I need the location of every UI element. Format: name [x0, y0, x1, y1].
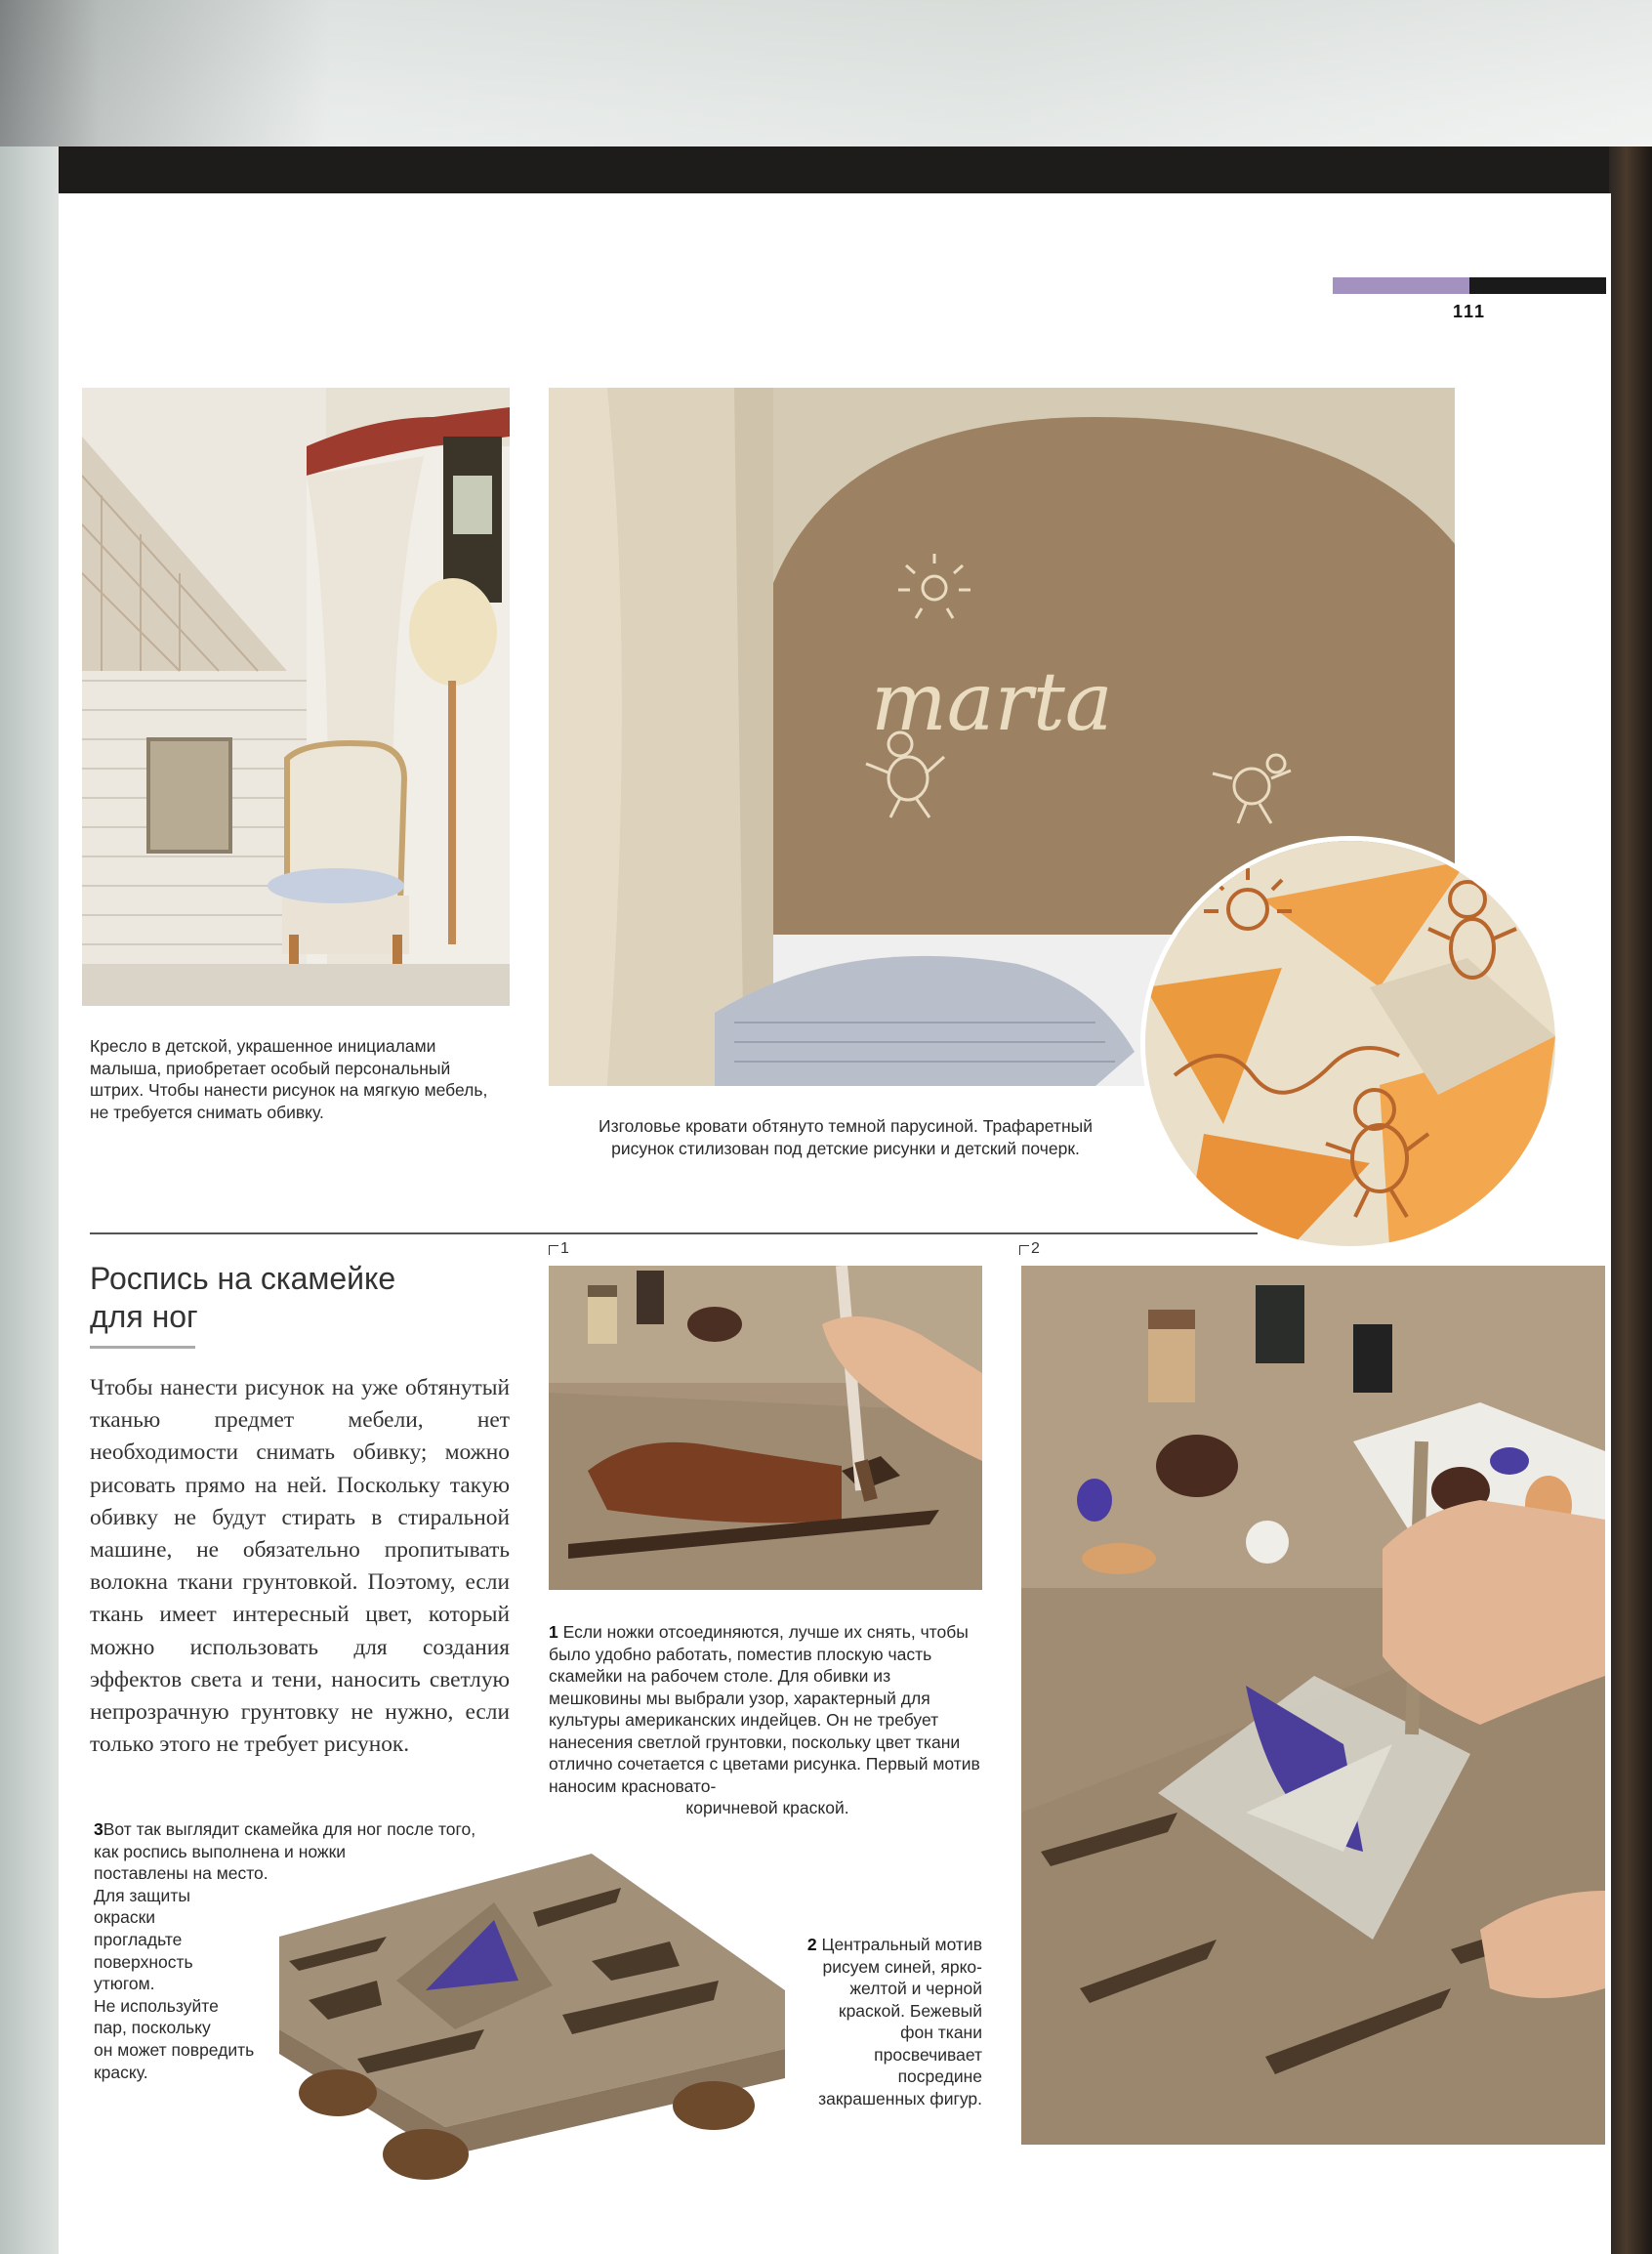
step3-line: поверхность	[94, 1951, 193, 1972]
step3-line: Не используйте	[94, 1995, 219, 2016]
title-underline	[90, 1346, 195, 1349]
corner-mark-icon	[1019, 1245, 1029, 1255]
page-number: 111	[1453, 302, 1487, 321]
step1-number: 1	[549, 1622, 558, 1642]
article-body: Чтобы нанести рисунок на уже обтянутый тканью предмет мебели, нет необходимости снимать обивку; можно рисовать прямо на ней. Поскольку такую обивку не будут стирать в стиральной машине, не обязательно пропитывать волокна ткани грунтовкой. Поэтому, если ткань имеет интересный цвет, который можно использовать для создания эффектов света и тени, наносить светлую непрозрачную грунтовку не нужно, если только этого не требует рисунок.	[90, 1375, 510, 1758]
figure-2-label	[1019, 1240, 1040, 1258]
book-edge-right	[1609, 146, 1652, 2254]
stencil-detail-photo	[1140, 836, 1560, 1251]
svg-text:marta: marta	[871, 656, 1113, 749]
step2-photo	[1021, 1266, 1605, 2145]
step3-line: краску.	[94, 2062, 148, 2082]
step3-number: 3	[94, 1819, 103, 1839]
step2-line: рисуем синей, ярко-	[822, 1956, 982, 1977]
step1-text-end: коричневой краской.	[685, 1798, 849, 1817]
painting-step2-illustration	[1021, 1266, 1605, 2145]
step2-line: закрашенных фигур.	[818, 2088, 982, 2108]
nursery-chair-photo	[82, 388, 510, 1006]
step3-line: пар, поскольку	[94, 2018, 211, 2038]
figure-1-label	[549, 1240, 569, 1258]
step2-number: 2	[806, 1935, 817, 1954]
step1-text: Если ножки отсоединяются, лучше их снять, чтобы было удобно работать, поместив плоскую часть скамейки на рабочем столе. Для обивки из мешковины мы выбрали узор, характерный для культуры американских индейцев. Он не требует нанесения светлой грунтовки, поскольку цвет ткани отлично сочетается с цветами рисунка. Первый мотив наносим красновато-	[549, 1622, 980, 1796]
stencil-detail-illustration	[1145, 841, 1555, 1246]
step2-line: просвечивает	[874, 2044, 982, 2065]
headboard-caption-line2: рисунок стилизован под детские рисунки и детский почерк.	[611, 1138, 1080, 1158]
article-title-line1: Роспись на скамейке	[90, 1261, 396, 1296]
headboard-caption	[553, 1115, 1138, 1159]
step1-caption	[549, 1621, 986, 1819]
book-spine-edge	[0, 146, 1652, 197]
section-divider	[90, 1232, 1258, 1234]
step2-line: желтой и черной	[849, 1979, 982, 1998]
article-title-line2: для ног	[90, 1299, 198, 1334]
painting-step1-illustration	[549, 1266, 982, 1590]
step3-line: прогладьте	[94, 1929, 183, 1949]
step3-line: поставлены на место.	[94, 1863, 268, 1884]
article-title	[90, 1260, 480, 1336]
page-color-bar	[1333, 277, 1606, 294]
book-edge-left	[0, 146, 59, 2254]
step2-line: Центральный мотив	[821, 1935, 982, 1954]
step3-line: утюгом.	[94, 1974, 155, 1994]
corner-mark-icon	[549, 1245, 558, 1255]
chair-caption: Кресло в детской, украшенное инициалами малыша, приобретает особый персональный штрих. Чтобы нанести рисунок на мягкую мебель, не требуется снимать обивку.	[90, 1036, 488, 1122]
step3-caption	[94, 1818, 523, 2083]
step3-line: Вот так выглядит скамейка для ног после того,	[103, 1819, 476, 1839]
step3-line: как роспись выполнена и ножки	[94, 1841, 347, 1861]
nursery-armchair-illustration	[82, 388, 510, 1006]
step3-line: он может повредить	[94, 2039, 255, 2060]
step1-photo	[549, 1266, 982, 1590]
step2-caption	[752, 1934, 982, 2109]
step3-line: окраски	[94, 1907, 156, 1928]
step2-line: посредине	[897, 2066, 982, 2086]
headboard-caption-line1: Изголовье кровати обтянуто темной парусиной. Трафаретный	[599, 1116, 1093, 1136]
figure-2-number: 2	[1031, 1240, 1040, 1257]
scan-glare	[0, 0, 1652, 146]
step3-line: Для защиты	[94, 1885, 190, 1905]
step2-line: фон ткани	[900, 2023, 982, 2042]
figure-1-number: 1	[560, 1240, 569, 1257]
step2-line: краской. Бежевый	[838, 2000, 982, 2021]
